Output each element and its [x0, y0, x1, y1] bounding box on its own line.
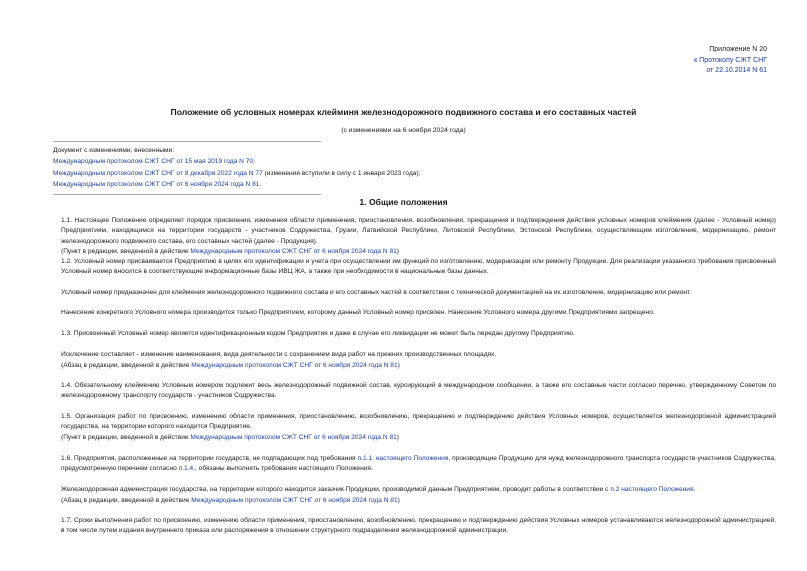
appendix-number: Приложение N 20 [709, 46, 767, 53]
paragraph-purpose: Условный номер предназначен для клеймения железнодорожного подвижного состава и его составных частей в соответствии с технической документацией на их изготовление, модернизацию или ремонт. [61, 289, 692, 296]
paragraph-railway-admin [53, 485, 776, 495]
note-prefix: (Абзац в редакции, введенной в действие [61, 497, 192, 504]
text-fragment: , обязаны выполнять требования настоящего Положения. [195, 465, 373, 473]
appendix-protocol-link[interactable]: к Протоколу СЖТ СНГ [694, 56, 767, 64]
clause-1-1-link[interactable]: п.1.1. настоящего Положения [357, 455, 449, 462]
amendment-link-4[interactable]: Международным протоколом СЖТ СНГ от 6 ноября 2024 года N 81 [191, 497, 398, 504]
section-heading: 1. Общие положения [359, 197, 448, 207]
note-suffix: ) [397, 497, 400, 504]
clause-1-4-link[interactable]: п.1.4. [178, 465, 196, 473]
amendment-note-3 [53, 433, 776, 443]
text-fragment: 1.6. Предприятия, расположенные на территории государств, не подпадающих под требования [61, 455, 358, 462]
change-link-2024[interactable]: Международным протоколом СЖТ СНГ от 6 ноября 2024 года N 81. [53, 180, 262, 188]
edition-note: (с изменениями на 6 ноября 2024 года) [341, 127, 466, 134]
paragraph-marking: Нанесение конкретного Условного номера производится только Предприятием, которому данный Условный номер присвоен. Нанесение Условного номера другими Предприятиями запрещено. [61, 309, 655, 316]
paragraph-1-5: 1.5. Организация работ по присвоению, изменению области применения, приостановлению, возобновлению, прекращению и подтверждению действия Условных номеров, осуществляется железнодорожной администрацией государства, на территории которого находится Предприятие. [61, 413, 776, 431]
note-suffix: ) [396, 248, 399, 255]
note-prefix: (Пункт в редакции, введенной в действие [61, 434, 191, 441]
paragraph-exception: Исключение составляет - изменение наименования, вида деятельности с сохранением вида работ на прежних производственных площадях. [61, 351, 497, 358]
text-fragment: , производящие Продукцию для нужд железнодорожного транспорта государств-участников Содружества, предусмотренную перечнем согласно [61, 455, 776, 473]
note-suffix: ) [396, 434, 399, 441]
change-link-2022[interactable]: Международным протоколом СЖТ СНГ от 8 декабря 2022 года N 77 [53, 169, 263, 177]
amendment-link-1[interactable]: Международным протоколом СЖТ СНГ от 6 ноября 2024 года N 81 [190, 248, 397, 255]
amendment-note-4 [53, 496, 776, 506]
paragraph-1-7: 1.7. Сроки выполнения работ по присвоению, изменению области применения, приостановлению, возобновлению, прекращению и подтверждению действия Условных номеров устанавливаются железнодорожной администрацией, в том числе путем издания внутреннего приказа или распоряжения в отношении структурного подразделения железнодорожной администрации. [61, 517, 776, 535]
paragraph-1-6 [53, 454, 776, 475]
amendment-note-2 [53, 361, 776, 371]
paragraph-1-4: 1.4. Обязательному клеймению Условным номером подлежит весь железнодорожный подвижной состав, курсирующий в международном сообщении, а также его составные части согласно перечню, утвержденному Советом по железнодорожному транспорту государств - участников Содружества. [61, 382, 776, 400]
amendment-note-1 [53, 247, 776, 257]
paragraph-1-3: 1.3. Присвоенный Условный номер является идентификационным кодом Предприятия и даже в случае его ликвидации не может быть передан другому Предприятию. [61, 330, 575, 337]
amendment-link-3[interactable]: Международным протоколом СЖТ СНГ от 6 ноября 2024 года N 81 [190, 434, 397, 441]
change-row-2022 [53, 168, 421, 179]
paragraph-1-2: 1.2. Условный номер присваивается Предприятию в целях его идентификации и учета при осуществлении им функций по изготовлению, модернизации или ремонту Продукции. Для реализации указанного требования присвоенный Условный номер вносится в соответствующие информационные базы ИВЦ ЖА, а также при необходимости в национальные базы данных. [61, 258, 776, 276]
appendix-date-link[interactable]: от 22.10.2014 N 61 [706, 67, 767, 74]
changes-intro: Документ с изменениями, внесенными: [53, 147, 175, 154]
note-prefix: (Пункт в редакции, введенной в действие [61, 248, 191, 255]
clause-2-link[interactable]: п.2 настоящего Положения [610, 486, 694, 493]
note-suffix: ) [397, 362, 400, 369]
text-fragment: . [693, 486, 696, 493]
amendment-link-2[interactable]: Международным протоколом СЖТ СНГ от 6 ноября 2024 года N 81 [191, 362, 398, 369]
changes-block [53, 141, 421, 195]
text-fragment: Железнодорожная администрация государства, на территории которого находится заказчик Продукции, производимой данным Предприятием, проводит работы в соответствии с [61, 486, 611, 493]
paragraph-1-1: 1.1. Настоящее Положение определяет порядок присвоения, изменения области применения, приостановления, возобновления, прекращения и подтверждения действия условных номеров клеймения (далее - Условный номер) Предприятиям, находящимся на территории государств - участников Содружества, Грузии, Латвийской Республики, Литовской Республики, Эстонской Республики, осуществляющим изготовление, модернизацию, ремонт железнодорожного подвижного состава, его составных частей (далее - Продукция). [61, 217, 776, 245]
change-link-2019[interactable]: Международным протоколом СЖТ СНГ от 15 мая 2019 года N 70; [53, 158, 255, 166]
document-title: Положение об условных номерах клейминя железнодорожного подвижного состава и его составных частей [170, 107, 637, 117]
change-2022-note: (изменения вступили в силу с 1 января 2023 года); [262, 169, 421, 177]
appendix-reference [694, 45, 767, 77]
note-prefix: (Абзац в редакции, введенной в действие [61, 362, 192, 369]
